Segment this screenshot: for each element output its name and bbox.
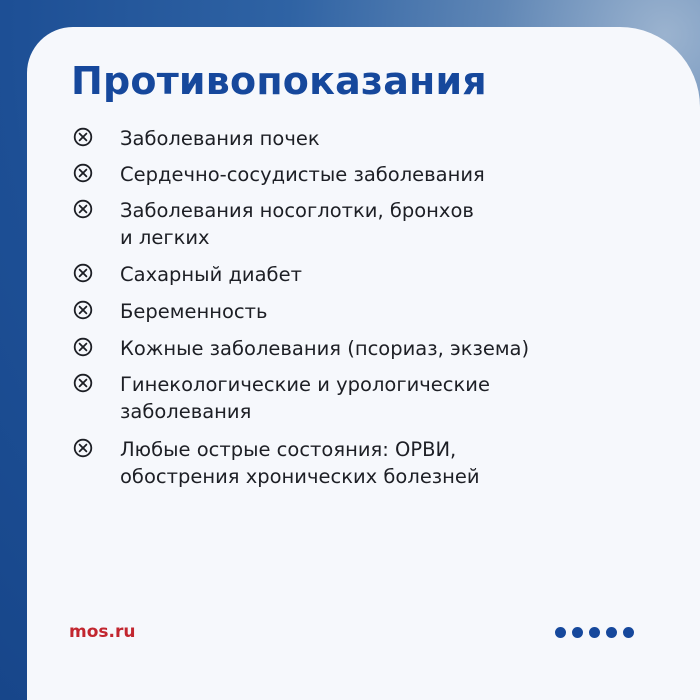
circle-x-icon	[73, 300, 93, 320]
list-item-label: Сахарный диабет	[120, 263, 302, 286]
pager-dot	[572, 627, 583, 638]
list-item-label: Беременность	[120, 300, 268, 323]
circle-x-icon	[73, 163, 93, 183]
circle-x-icon	[73, 199, 93, 219]
list-item-label: Кожные заболевания (псориаз, экзема)	[120, 337, 530, 360]
pager-dot	[589, 627, 600, 638]
circle-x-icon	[73, 127, 93, 147]
list-item-label: Заболевания носоглотки, бронхов и легких	[120, 199, 474, 249]
brand-logo: mos.ru	[69, 622, 136, 642]
list-item-label: Сердечно-сосудистые заболевания	[120, 163, 485, 186]
page-title: Противопоказания	[71, 59, 487, 103]
circle-x-icon	[73, 263, 93, 283]
pager-dot	[623, 627, 634, 638]
circle-x-icon	[73, 438, 93, 458]
list-item-label: Любые острые состояния: ОРВИ, обострения хронических болезней	[120, 438, 480, 488]
list-item-label: Гинекологические и урологические заболевания	[120, 373, 490, 423]
pager-dot	[555, 627, 566, 638]
circle-x-icon	[73, 337, 93, 357]
circle-x-icon	[73, 373, 93, 393]
pager-dot	[606, 627, 617, 638]
list-item-label: Заболевания почек	[120, 127, 320, 150]
pager-dots	[555, 627, 634, 638]
content-card	[27, 27, 700, 700]
